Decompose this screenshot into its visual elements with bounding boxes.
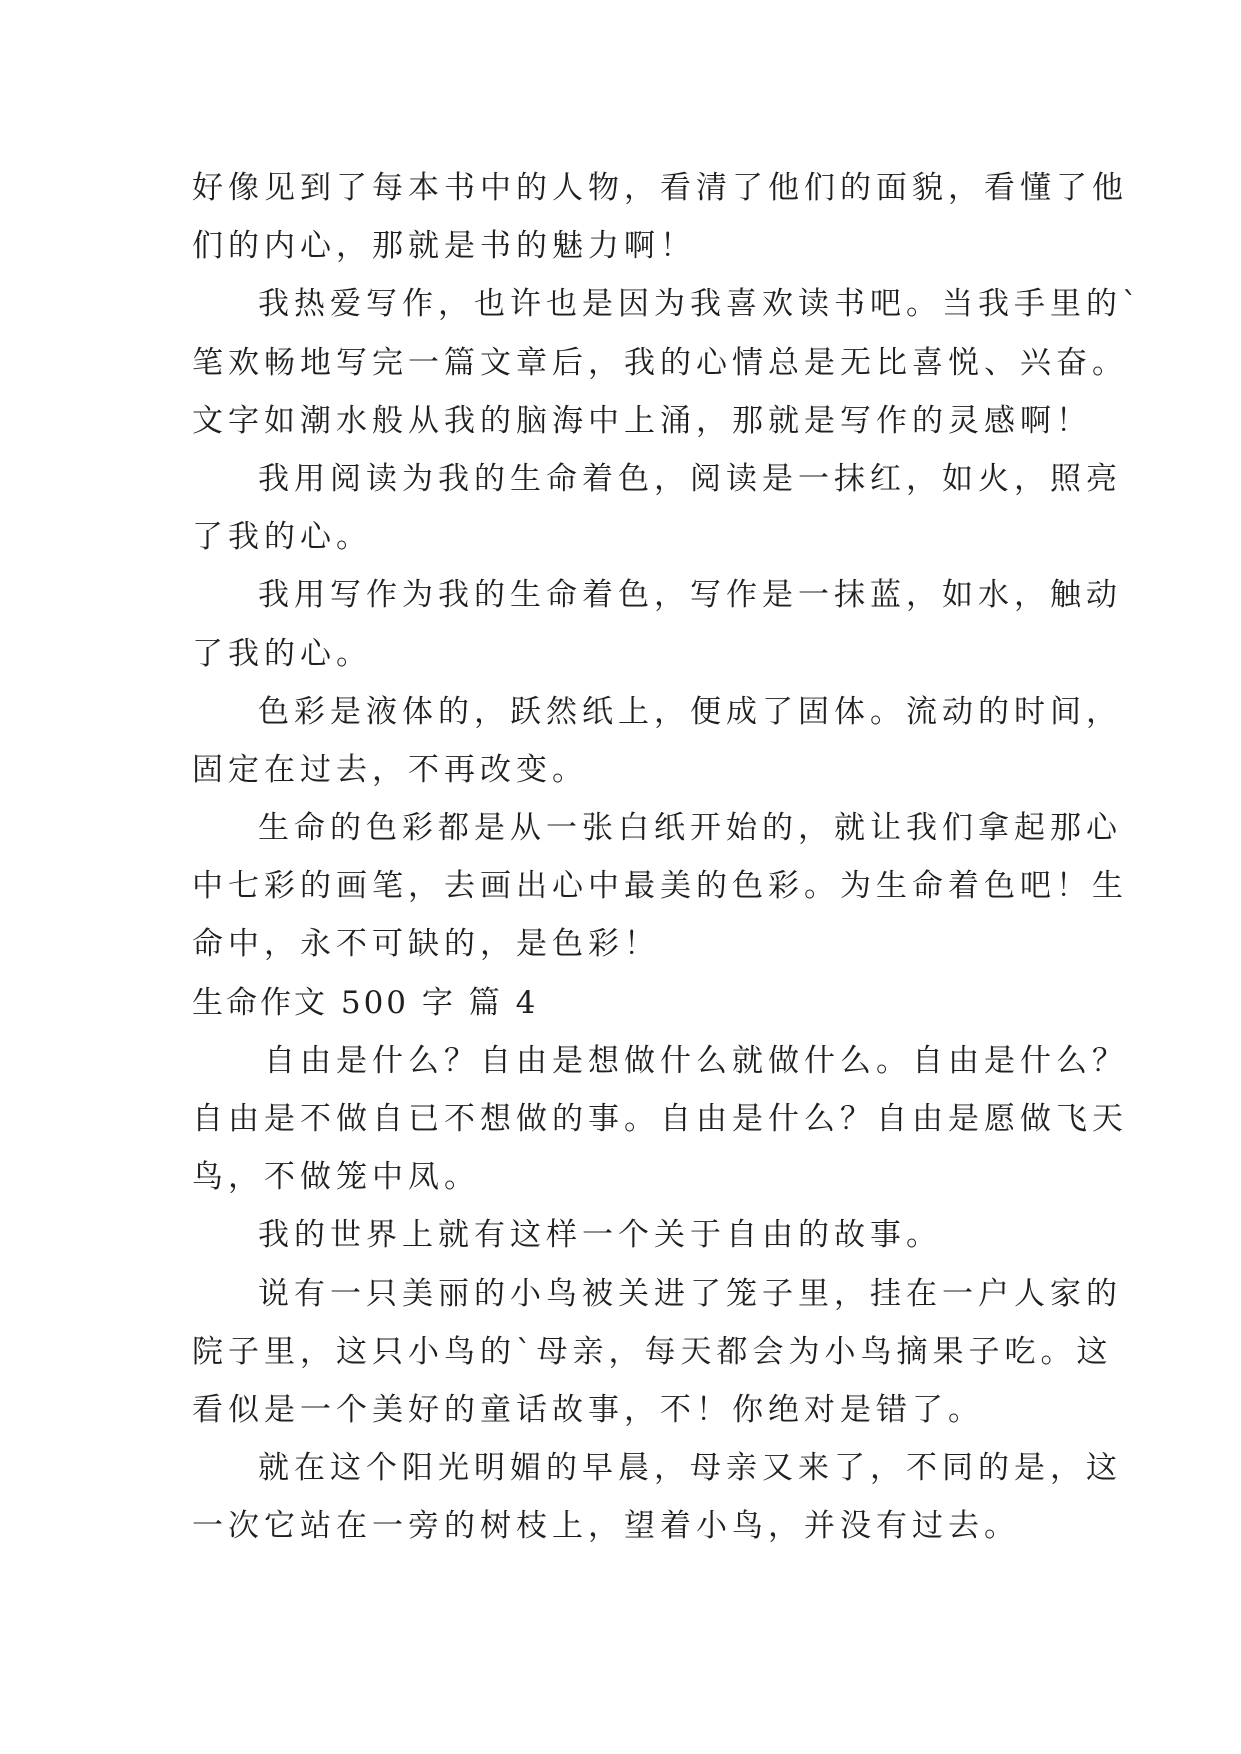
section-heading: 生命作文 500 字 篇 4 — [192, 984, 539, 1021]
text-line: 看似是一个美好的童话故事，不！你绝对是错了。 — [192, 1391, 984, 1428]
text-line: 一次它站在一旁的树枝上，望着小鸟，并没有过去。 — [192, 1508, 1020, 1545]
text-line: 中七彩的画笔，去画出心中最美的色彩。为生命着色吧！生 — [192, 868, 1128, 905]
text-line: 笔欢畅地写完一篇文章后，我的心情总是无比喜悦、兴奋。 — [192, 344, 1128, 381]
paragraph-start-line: 我的世界上就有这样一个关于自由的故事。 — [258, 1217, 942, 1254]
paragraph-start-line: 说有一只美丽的小鸟被关进了笼子里，挂在一户人家的 — [258, 1275, 1122, 1312]
paragraph-start-line: 就在这个阳光明媚的早晨，母亲又来了，不同的是，这 — [258, 1450, 1122, 1487]
paragraph-start-line: 生命的色彩都是从一张白纸开始的，就让我们拿起那心 — [258, 810, 1122, 847]
paragraph-start-line: 我热爱写作，也许也是因为我喜欢读书吧。当我手里的` — [258, 286, 1143, 323]
paragraph-start-line: 我用阅读为我的生命着色，阅读是一抹红，如火，照亮 — [258, 460, 1122, 497]
text-line: 自由是不做自已不想做的事。自由是什么？自由是愿做飞天 — [192, 1101, 1128, 1137]
text-line: 们的内心，那就是书的魅力啊！ — [192, 228, 696, 265]
paragraph-start-line: 自由是什么？自由是想做什么就做什么。自由是什么？ — [264, 1042, 1128, 1079]
paragraph-start-line: 色彩是液体的，跃然纸上，便成了固体。流动的时间， — [258, 693, 1122, 730]
text-line: 固定在过去，不再改变。 — [192, 751, 588, 788]
text-line: 了我的心。 — [192, 635, 372, 672]
text-line: 文字如潮水般从我的脑海中上涌，那就是写作的灵感啊！ — [192, 402, 1092, 439]
text-line: 了我的心。 — [192, 519, 372, 556]
text-line: 院子里，这只小鸟的`母亲，每天都会为小鸟摘果子吃。这 — [192, 1333, 1113, 1370]
paragraph-start-line: 我用写作为我的生命着色，写作是一抹蓝，如水，触动 — [258, 577, 1122, 614]
text-line: 好像见到了每本书中的人物，看清了他们的面貌，看懂了他 — [192, 170, 1128, 206]
article-body — [192, 159, 1143, 1556]
text-line: 鸟，不做笼中凤。 — [192, 1159, 480, 1196]
text-line: 命中，永不可缺的，是色彩！ — [192, 926, 660, 963]
